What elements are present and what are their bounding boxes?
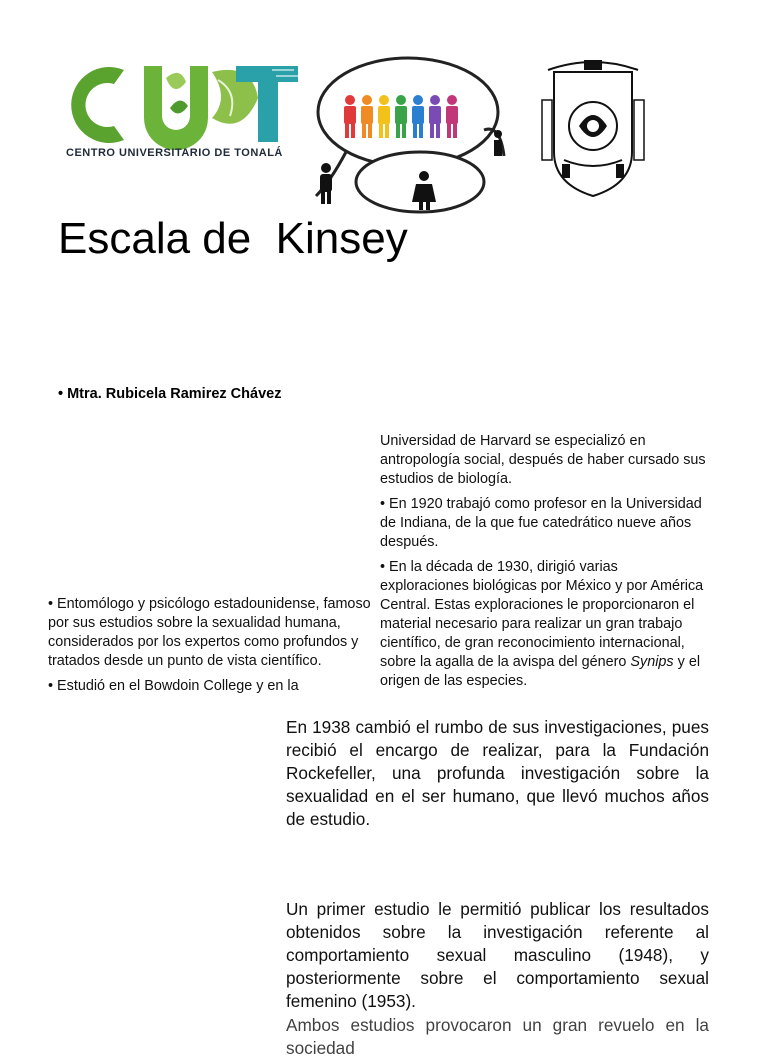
bio-paragraph-3: Universidad de Harvard se especializó en antropología social, después de haber cursado sus estudios de biología. — [380, 433, 706, 487]
bio-paragraph-5-start: • En la década de 1930, dirigió varias exploraciones biológicas por México y por América Central. Estas exploraciones le proporcionaron el material necesario para realizar un gran trabajo científico, de gran reconocimiento internacional, sobre la agalla de la avispa del género — [380, 559, 704, 670]
paragraph-1938: En 1938 cambió el rumbo de sus investigaciones, pues recibió el encargo de realizar, para la Fundación Rockefeller, una profunda investigación sobre la sexualidad en el ser humano, que llevó muchos años de estudio. — [286, 717, 709, 829]
bio-paragraph-4: • En 1920 trabajó como profesor en la Universidad de Indiana, de la que fue catedrático nueve años después. — [380, 496, 702, 550]
paragraph-cut-off: Ambos estudios provocaron un gran revuelo en la sociedad — [286, 1015, 709, 1058]
bio-paragraph-5-end: y el origen de las especies. — [380, 654, 701, 689]
cut-caption: CENTRO UNIVERSITARIO DE TONALÁ — [66, 147, 283, 159]
bio-paragraph-1: • Entomólogo y psicólogo estadounidense, famoso por sus estudios sobre la sexualidad humana, considerados por los expertos como profundos y tratados desde un punto de vista científico. — [48, 596, 371, 669]
genus-name: Synips — [630, 654, 674, 670]
people-speech-bubbles — [308, 56, 506, 210]
paragraph-first-study: Un primer estudio le permitió publicar los resultados obtenidos sobre la investigación referente al comportamiento sexual masculino (1948), y posteriormente sobre el comportamiento sexual femenino (1953). — [286, 899, 709, 1011]
udg-seal-graphic — [534, 60, 652, 200]
left-column — [48, 595, 380, 702]
udg-seal — [534, 60, 652, 200]
bio-paragraph-2: • Estudió en el Bowdoin College y en la — [48, 678, 299, 694]
page-title: Escala de Kinsey — [58, 214, 408, 263]
diversity-illustration — [308, 56, 506, 210]
cut-logo-graphic — [62, 58, 302, 153]
right-column — [380, 432, 710, 697]
author-name: • Mtra. Rubicela Ramirez Chávez — [58, 386, 282, 402]
bio-paragraph-5 — [380, 558, 710, 691]
